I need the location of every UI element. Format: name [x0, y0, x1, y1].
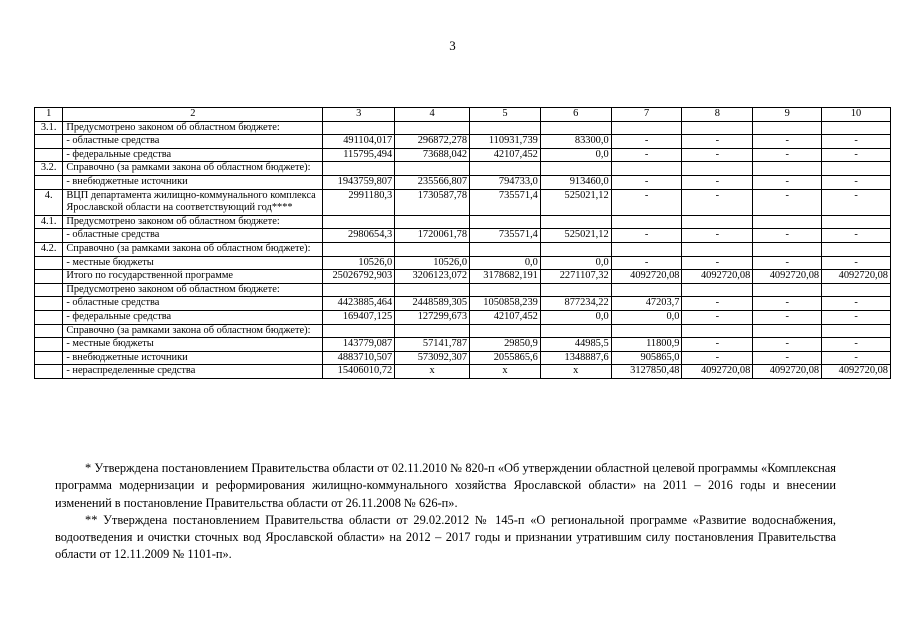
value-cell: [822, 242, 891, 256]
table-row: [35, 242, 891, 256]
table-row: [35, 189, 891, 215]
value-cell: [822, 324, 891, 338]
value-cell: 25026792,903: [323, 270, 395, 284]
row-description: - областные средства: [63, 135, 323, 149]
table-row: [35, 256, 891, 270]
budget-table: [34, 107, 891, 379]
value-cell: 83300,0: [540, 135, 611, 149]
value-cell: [470, 324, 541, 338]
row-index: [35, 324, 63, 338]
value-cell: -: [753, 229, 822, 243]
value-cell: -: [822, 148, 891, 162]
value-cell: -: [822, 229, 891, 243]
row-index: [35, 365, 63, 379]
table-row: [35, 338, 891, 352]
value-cell: -: [822, 338, 891, 352]
value-cell: [682, 121, 753, 135]
value-cell: 4092720,08: [753, 365, 822, 379]
row-index: [35, 148, 63, 162]
value-cell: [323, 162, 395, 176]
value-cell: -: [753, 351, 822, 365]
value-cell: -: [682, 338, 753, 352]
table-row: [35, 351, 891, 365]
value-cell: [611, 215, 682, 229]
row-description: Справочно (за рамками закона об областном бюджете):: [63, 162, 323, 176]
value-cell: [753, 283, 822, 297]
value-cell: 10526,0: [395, 256, 470, 270]
table-row: [35, 162, 891, 176]
table-row: [35, 310, 891, 324]
value-cell: 11800,9: [611, 338, 682, 352]
value-cell: [540, 324, 611, 338]
row-index: [35, 297, 63, 311]
value-cell: 4092720,08: [682, 365, 753, 379]
value-cell: [395, 242, 470, 256]
value-cell: -: [682, 256, 753, 270]
value-cell: -: [822, 189, 891, 215]
value-cell: -: [753, 256, 822, 270]
value-cell: -: [822, 135, 891, 149]
value-cell: -: [822, 310, 891, 324]
value-cell: -: [822, 256, 891, 270]
table-row: [35, 365, 891, 379]
value-cell: [470, 215, 541, 229]
value-cell: -: [753, 189, 822, 215]
value-cell: [395, 283, 470, 297]
row-index: [35, 283, 63, 297]
value-cell: 4092720,08: [753, 270, 822, 284]
value-cell: [611, 121, 682, 135]
footnotes: [55, 460, 836, 564]
row-index: [35, 175, 63, 189]
table-row: [35, 148, 891, 162]
value-cell: 4423885,464: [323, 297, 395, 311]
value-cell: -: [682, 297, 753, 311]
row-description: - внебюджетные источники: [63, 351, 323, 365]
value-cell: -: [611, 256, 682, 270]
value-cell: 47203,7: [611, 297, 682, 311]
value-cell: 2448589,305: [395, 297, 470, 311]
column-header: 1: [35, 108, 63, 122]
value-cell: 296872,278: [395, 135, 470, 149]
value-cell: -: [611, 135, 682, 149]
value-cell: х: [395, 365, 470, 379]
value-cell: [682, 242, 753, 256]
value-cell: [470, 121, 541, 135]
value-cell: 44985,5: [540, 338, 611, 352]
value-cell: 3206123,072: [395, 270, 470, 284]
row-description: - областные средства: [63, 297, 323, 311]
value-cell: [395, 162, 470, 176]
value-cell: -: [611, 189, 682, 215]
row-index: 4.: [35, 189, 63, 215]
value-cell: 735571,4: [470, 229, 541, 243]
value-cell: [470, 242, 541, 256]
row-description: Предусмотрено законом об областном бюджете:: [63, 121, 323, 135]
value-cell: 4092720,08: [822, 365, 891, 379]
value-cell: 2271107,32: [540, 270, 611, 284]
value-cell: [540, 121, 611, 135]
value-cell: [822, 215, 891, 229]
value-cell: -: [682, 148, 753, 162]
value-cell: [822, 283, 891, 297]
row-index: 4.1.: [35, 215, 63, 229]
value-cell: 3178682,191: [470, 270, 541, 284]
row-index: [35, 229, 63, 243]
footnote-1: * Утверждена постановлением Правительства области от 02.11.2010 № 820-п «Об утверждении областной целевой программы «Комплексная программа модернизации и реформирования жилищно-коммунального хозяйства Ярославской области» на 2011 – 2016 годы и внесении изменений в постановление Правительства области от 26.11.2008 № 626-п».: [55, 461, 836, 510]
value-cell: 0,0: [540, 310, 611, 324]
value-cell: [682, 162, 753, 176]
value-cell: [395, 324, 470, 338]
value-cell: х: [470, 365, 541, 379]
value-cell: [540, 162, 611, 176]
page-number: 3: [449, 38, 456, 53]
value-cell: [323, 121, 395, 135]
value-cell: 115795,494: [323, 148, 395, 162]
value-cell: -: [822, 297, 891, 311]
value-cell: -: [611, 148, 682, 162]
value-cell: 4092720,08: [611, 270, 682, 284]
value-cell: [540, 242, 611, 256]
row-description: - внебюджетные источники: [63, 175, 323, 189]
value-cell: 2055865,6: [470, 351, 541, 365]
value-cell: 143779,087: [323, 338, 395, 352]
value-cell: 4883710,507: [323, 351, 395, 365]
value-cell: 1730587,78: [395, 189, 470, 215]
row-description: Предусмотрено законом об областном бюджете:: [63, 283, 323, 297]
column-header: 2: [63, 108, 323, 122]
value-cell: -: [682, 189, 753, 215]
table-row: [35, 283, 891, 297]
value-cell: [682, 215, 753, 229]
value-cell: 0,0: [470, 256, 541, 270]
table-row: [35, 121, 891, 135]
row-index: [35, 256, 63, 270]
value-cell: [753, 162, 822, 176]
value-cell: 29850,9: [470, 338, 541, 352]
value-cell: -: [682, 175, 753, 189]
value-cell: 127299,673: [395, 310, 470, 324]
value-cell: [753, 215, 822, 229]
value-cell: -: [753, 135, 822, 149]
value-cell: 169407,125: [323, 310, 395, 324]
row-index: 3.1.: [35, 121, 63, 135]
table-row: [35, 324, 891, 338]
value-cell: 877234,22: [540, 297, 611, 311]
value-cell: [470, 283, 541, 297]
value-cell: 57141,787: [395, 338, 470, 352]
value-cell: 905865,0: [611, 351, 682, 365]
value-cell: -: [611, 229, 682, 243]
value-cell: 10526,0: [323, 256, 395, 270]
value-cell: [323, 324, 395, 338]
value-cell: -: [682, 229, 753, 243]
value-cell: [540, 215, 611, 229]
value-cell: -: [753, 297, 822, 311]
value-cell: -: [822, 175, 891, 189]
value-cell: 491104,017: [323, 135, 395, 149]
value-cell: 73688,042: [395, 148, 470, 162]
value-cell: х: [540, 365, 611, 379]
row-index: [35, 351, 63, 365]
value-cell: 15406010,72: [323, 365, 395, 379]
column-header: 9: [753, 108, 822, 122]
value-cell: 110931,739: [470, 135, 541, 149]
value-cell: 1348887,6: [540, 351, 611, 365]
column-header: 4: [395, 108, 470, 122]
value-cell: -: [822, 351, 891, 365]
value-cell: -: [611, 175, 682, 189]
value-cell: 0,0: [611, 310, 682, 324]
row-index: [35, 338, 63, 352]
value-cell: 794733,0: [470, 175, 541, 189]
value-cell: -: [682, 135, 753, 149]
value-cell: -: [753, 148, 822, 162]
value-cell: 42107,452: [470, 310, 541, 324]
value-cell: [323, 215, 395, 229]
value-cell: 0,0: [540, 256, 611, 270]
row-index: 4.2.: [35, 242, 63, 256]
value-cell: 2991180,3: [323, 189, 395, 215]
value-cell: [611, 162, 682, 176]
value-cell: [611, 242, 682, 256]
value-cell: [470, 162, 541, 176]
value-cell: 1050858,239: [470, 297, 541, 311]
value-cell: [753, 121, 822, 135]
row-description: Итого по государственной программе: [63, 270, 323, 284]
row-description: - федеральные средства: [63, 148, 323, 162]
row-description: Предусмотрено законом об областном бюджете:: [63, 215, 323, 229]
table-row: [35, 135, 891, 149]
table-row: [35, 175, 891, 189]
value-cell: 235566,807: [395, 175, 470, 189]
value-cell: [682, 324, 753, 338]
row-index: [35, 135, 63, 149]
row-description: - местные бюджеты: [63, 256, 323, 270]
value-cell: 525021,12: [540, 229, 611, 243]
value-cell: -: [753, 338, 822, 352]
row-description: Справочно (за рамками закона об областном бюджете):: [63, 242, 323, 256]
column-header: 3: [323, 108, 395, 122]
value-cell: 42107,452: [470, 148, 541, 162]
row-index: [35, 270, 63, 284]
value-cell: 913460,0: [540, 175, 611, 189]
column-header: 10: [822, 108, 891, 122]
budget-table-body: [35, 108, 891, 379]
table-row: [35, 215, 891, 229]
value-cell: 2980654,3: [323, 229, 395, 243]
table-row: [35, 229, 891, 243]
value-cell: [753, 242, 822, 256]
row-description: - нераспределенные средства: [63, 365, 323, 379]
value-cell: 735571,4: [470, 189, 541, 215]
value-cell: [395, 121, 470, 135]
row-description: - федеральные средства: [63, 310, 323, 324]
column-header: 5: [470, 108, 541, 122]
value-cell: [753, 324, 822, 338]
value-cell: 573092,307: [395, 351, 470, 365]
value-cell: 3127850,48: [611, 365, 682, 379]
value-cell: 525021,12: [540, 189, 611, 215]
value-cell: 1943759,807: [323, 175, 395, 189]
row-description: - местные бюджеты: [63, 338, 323, 352]
value-cell: [323, 242, 395, 256]
row-index: 3.2.: [35, 162, 63, 176]
table-header-row: [35, 108, 891, 122]
row-description: - областные средства: [63, 229, 323, 243]
value-cell: [822, 162, 891, 176]
value-cell: [611, 324, 682, 338]
column-header: 8: [682, 108, 753, 122]
value-cell: 4092720,08: [822, 270, 891, 284]
value-cell: -: [682, 351, 753, 365]
value-cell: [822, 121, 891, 135]
value-cell: 0,0: [540, 148, 611, 162]
value-cell: [540, 283, 611, 297]
row-index: [35, 310, 63, 324]
value-cell: [395, 215, 470, 229]
value-cell: -: [682, 310, 753, 324]
value-cell: -: [753, 310, 822, 324]
value-cell: 4092720,08: [682, 270, 753, 284]
value-cell: [323, 283, 395, 297]
footnote-2: ** Утверждена постановлением Правительства области от 29.02.2012 № 145-п «О региональной программе «Развитие водоснабжения, водоотведения и очистки сточных вод Ярославской области» на 2012 – 2017 годы и признании утратившим силу постановления Правительства области от 12.11.2009 № 1101-п».: [55, 512, 836, 562]
value-cell: 1720061,78: [395, 229, 470, 243]
column-header: 6: [540, 108, 611, 122]
value-cell: [682, 283, 753, 297]
row-description: Справочно (за рамками закона об областном бюджете):: [63, 324, 323, 338]
value-cell: -: [753, 175, 822, 189]
value-cell: [611, 283, 682, 297]
table-row: [35, 270, 891, 284]
table-row: [35, 297, 891, 311]
row-description: ВЦП департамента жилищно-коммунального комплекса Ярославской области на соответствующий год****: [63, 189, 323, 215]
column-header: 7: [611, 108, 682, 122]
